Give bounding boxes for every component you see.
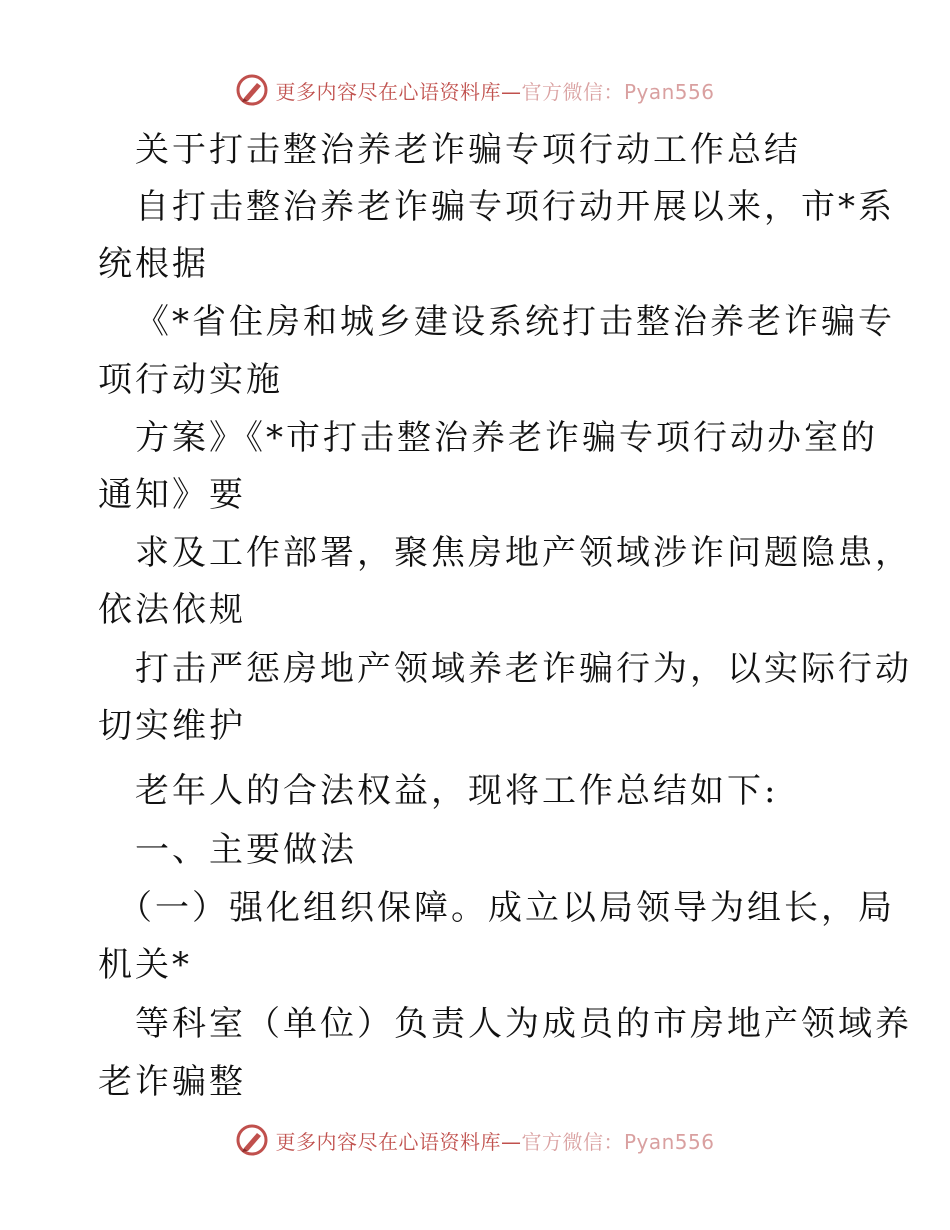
watermark-site: 更多内容尽在心语资料库— [275, 79, 522, 104]
watermark-banner-inner [235, 1123, 714, 1157]
watermark-wechat: 官方微信：Pyan556 [521, 79, 715, 104]
watermark-banner-bottom [0, 1120, 950, 1160]
paragraph-line: 自打击整治养老诈骗专项行动开展以来，市*系 [135, 187, 895, 227]
watermark-site: 更多内容尽在心语资料库— [275, 1129, 522, 1154]
pen-logo-icon [235, 73, 269, 107]
paragraph-line: 切实维护 [98, 706, 246, 746]
paragraph-line: 等科室（单位）负责人为成员的市房地产领域养 [135, 1004, 912, 1044]
paragraph-line: （一）强化组织保障。成立以局领导为组长，局 [118, 888, 895, 928]
watermark-wechat: 官方微信：Pyan556 [521, 1129, 715, 1154]
paragraph-line: 求及工作部署，聚焦房地产领域涉诈问题隐患， [135, 533, 912, 573]
paragraph-line: 《*省住房和城乡建设系统打击整治养老诈骗专 [135, 302, 895, 342]
watermark-banner-inner [235, 73, 714, 107]
watermark-text [275, 76, 714, 105]
paragraph-line: 打击严惩房地产领域养老诈骗行为，以实际行动 [135, 649, 912, 689]
paragraph-line: 机关* [98, 945, 192, 985]
paragraph-line: 统根据 [98, 244, 209, 284]
paragraph-line: 老诈骗整 [98, 1062, 246, 1102]
pen-logo-icon [235, 1123, 269, 1157]
paragraph-line: 方案》《*市打击整治养老诈骗专项行动办室的 [135, 418, 878, 458]
paragraph-line: 老年人的合法权益，现将工作总结如下: [135, 771, 779, 811]
document-title: 关于打击整治养老诈骗专项行动工作总结 [135, 130, 801, 170]
paragraph-line: 依法依规 [98, 590, 246, 630]
watermark-text [275, 1126, 714, 1155]
section-heading: 一、主要做法 [135, 830, 357, 870]
paragraph-line: 通知》要 [98, 475, 246, 515]
watermark-banner-top [0, 70, 950, 110]
paragraph-line: 项行动实施 [98, 360, 283, 400]
